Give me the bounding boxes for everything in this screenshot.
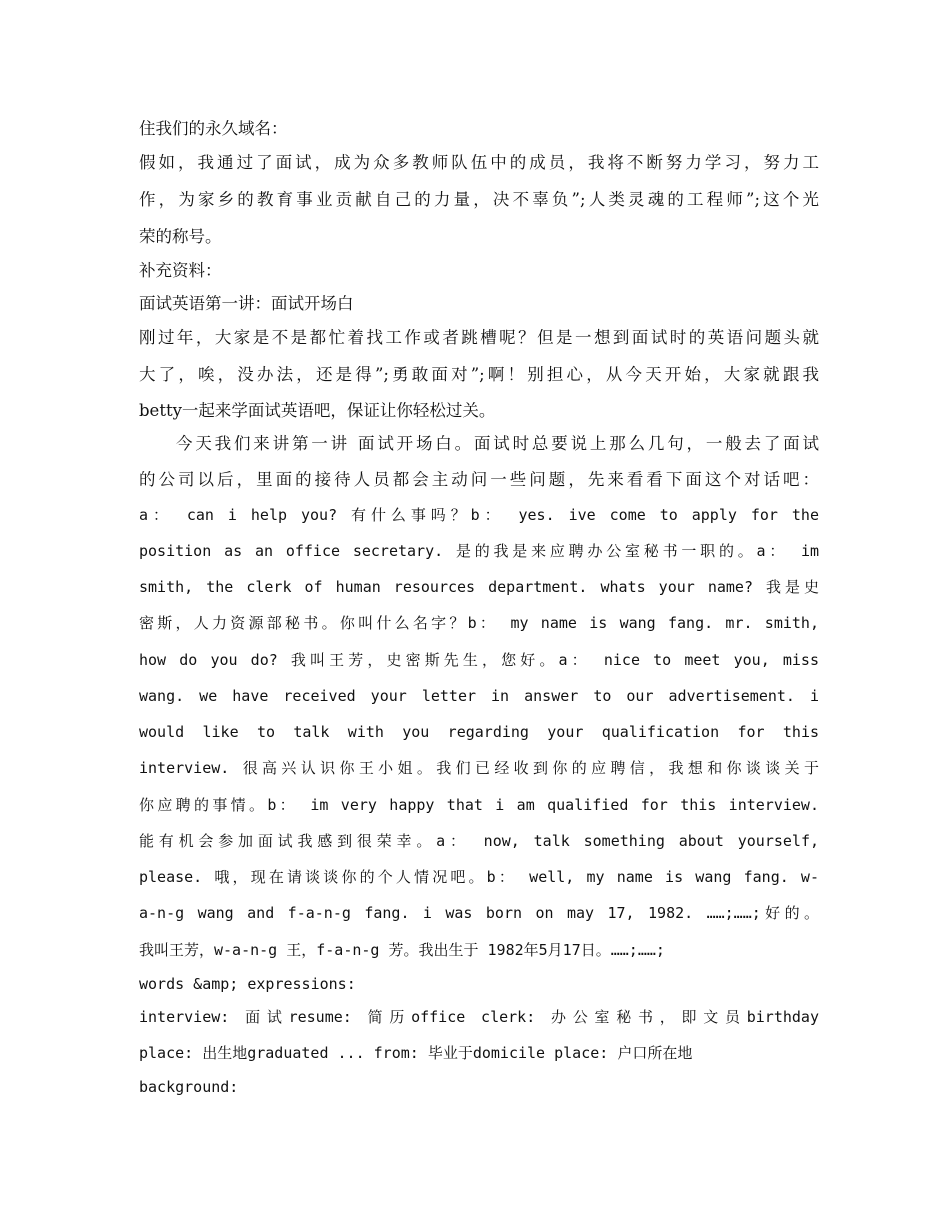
dialogue-line-2: position as an office secretary. 是的我是来应聘办公室秘书一职的。a： im <box>139 542 819 560</box>
dialogue-line-5: how do you do? 我叫王芳，史密斯先生，您好。a： nice to meet you, miss <box>139 651 819 669</box>
dialogue-line-8: interview. 很高兴认识你王小姐。我们已经收到你的应聘信，我想和你谈谈关于 <box>139 759 819 777</box>
dialogue-line-6: wang. we have received your letter in answer to our advertisement. i <box>139 687 819 705</box>
vocabulary-line-3: background: <box>139 1078 239 1096</box>
text-line-1: 住我们的永久域名： <box>139 119 288 138</box>
dialogue-line-11: please. 哦，现在请谈谈你的个人情况吧。b： well, my name is wang fang. w- <box>139 868 819 886</box>
dialogue-line-7: would like to talk with you regarding your qualification for this <box>139 723 819 741</box>
text-line-3: 作，为家乡的教育事业贡献自己的力量，决不辜负”;人类灵魂的工程师”;这个光 <box>139 190 819 209</box>
text-line-7: 刚过年，大家是不是都忙着找工作或者跳槽呢？但是一想到面试时的英语问题头就 <box>139 328 819 347</box>
text-line-2: 假如，我通过了面试，成为众多教师队伍中的成员，我将不断努力学习，努力工 <box>139 153 819 172</box>
dialogue-line-1: a： can i help you? 有什么事吗？b： yes. ive come to apply for the <box>139 506 819 524</box>
dialogue-line-12: a-n-g wang and f-a-n-g fang. i was born on may 17, 1982. ……;……;好的。 <box>139 904 819 922</box>
text-line-4: 荣的称号。 <box>139 227 222 246</box>
vocabulary-line-1: interview: 面试resume: 简历office clerk: 办公室秘书，即文员birthday <box>139 1008 819 1026</box>
text-line-9: betty一起来学面试英语吧，保证让你轻松过关。 <box>139 401 496 420</box>
vocabulary-heading: words &amp; expressions: <box>139 975 356 993</box>
section-heading: 面试英语第一讲：面试开场白 <box>139 294 354 313</box>
text-line-8: 大了，唉，没办法，还是得”;勇敢面对”;啊！别担心，从今天开始，大家就跟我 <box>139 365 819 384</box>
dialogue-line-9: 你应聘的事情。b： im very happy that i am qualified for this interview. <box>139 796 819 814</box>
text-line-10: 今天我们来讲第一讲 面试开场白。面试时总要说上那么几句，一般去了面试 <box>176 434 819 453</box>
dialogue-line-4: 密斯，人力资源部秘书。你叫什么名字？b： my name is wang fang. mr. smith, <box>139 614 819 632</box>
text-line-11: 的公司以后，里面的接待人员都会主动问一些问题，先来看看下面这个对话吧： <box>139 470 819 489</box>
dialogue-line-10: 能有机会参加面试我感到很荣幸。a： now, talk something about yourself, <box>139 832 819 850</box>
dialogue-line-13: 我叫王芳，w-a-n-g 王，f-a-n-g 芳。我出生于 1982年5月17日。……;……; <box>139 941 665 959</box>
dialogue-line-3: smith, the clerk of human resources department. whats your name? 我是史 <box>139 578 819 596</box>
text-line-5: 补充资料： <box>139 261 222 280</box>
vocabulary-line-2: place: 出生地graduated ... from: 毕业于domicile place: 户口所在地 <box>139 1044 693 1062</box>
